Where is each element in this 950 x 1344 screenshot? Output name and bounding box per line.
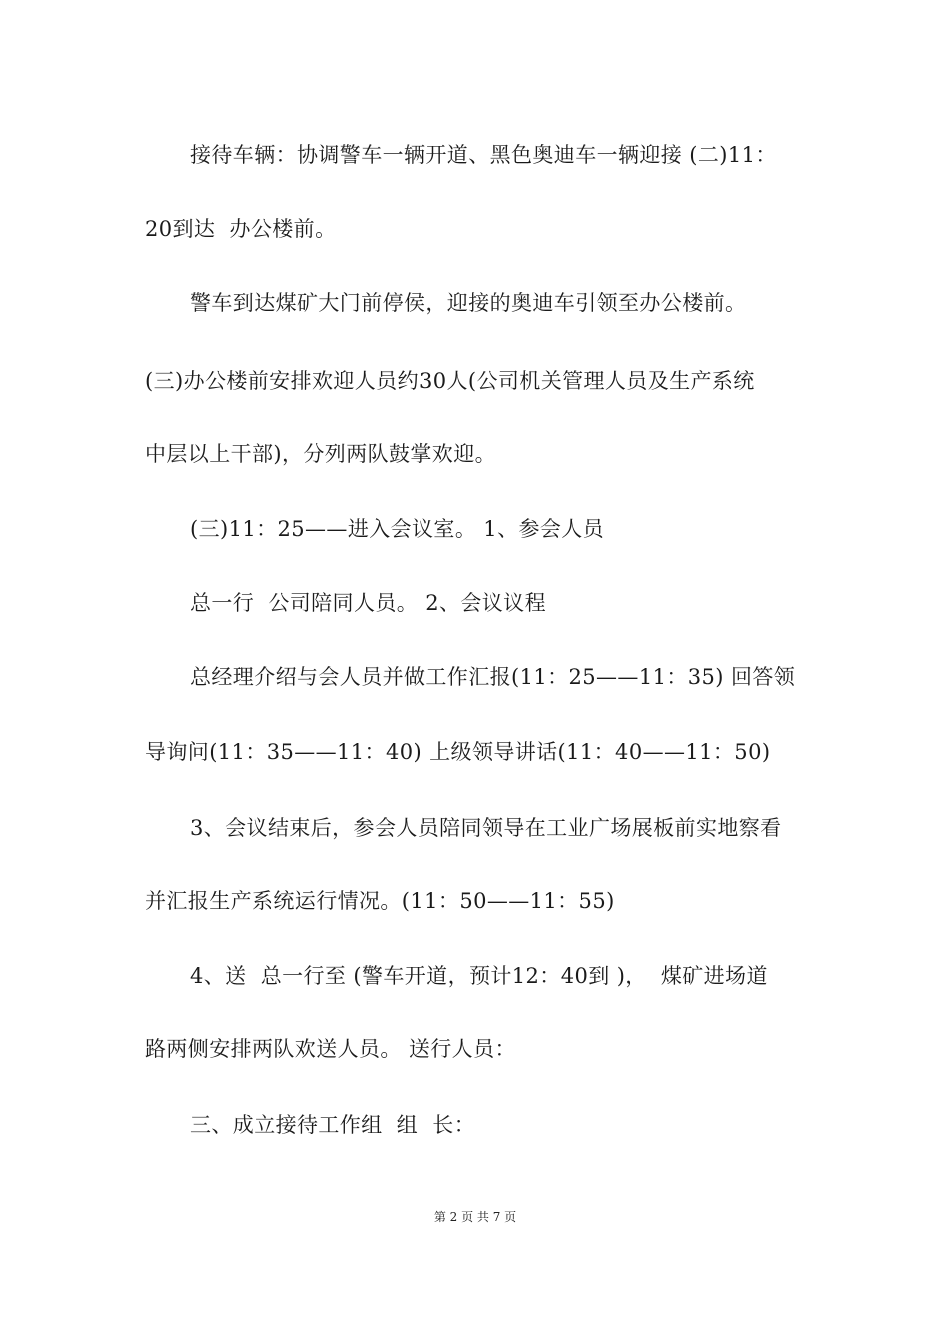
page-number-label: 第 2 页 共 7 页 (433, 1210, 517, 1224)
page-footer (0, 1209, 950, 1225)
paragraph-line-8: 总经理介绍与会人员并做工作汇报(11：25——11：35) 回答领 (190, 665, 796, 689)
paragraph-line-1: 接待车辆：协调警车一辆开道、黑色奥迪车一辆迎接 (二)11： (190, 143, 777, 167)
paragraph-line-13: 路两侧安排两队欢送人员。 送行人员： (145, 1037, 516, 1061)
paragraph-line-9: 导询问(11：35——11：40) 上级领导讲话(11：40——11：50) (145, 740, 771, 764)
paragraph-line-11: 并汇报生产系统运行情况。(11：50——11：55) (145, 889, 615, 913)
paragraph-line-7: 总一行 公司陪同人员。 2、会议议程 (190, 591, 546, 615)
paragraph-line-14: 三、成立接待工作组 组 长： (190, 1113, 476, 1137)
paragraph-line-12: 4、送 总一行至 (警车开道，预计12：40到 )， 煤矿进场道 (190, 964, 768, 988)
paragraph-line-6: (三)11：25——进入会议室。 1、参会人员 (190, 517, 605, 541)
paragraph-line-2: 20到达 办公楼前。 (145, 217, 337, 241)
paragraph-line-3: 警车到达煤矿大门前停侯，迎接的奥迪车引领至办公楼前。 (190, 291, 747, 315)
paragraph-line-10: 3、会议结束后，参会人员陪同领导在工业广场展板前实地察看 (190, 816, 782, 840)
paragraph-line-5: 中层以上干部)，分列两队鼓掌欢迎。 (145, 442, 496, 466)
paragraph-line-4: (三)办公楼前安排欢迎人员约30人(公司机关管理人员及生产系统 (145, 369, 755, 393)
